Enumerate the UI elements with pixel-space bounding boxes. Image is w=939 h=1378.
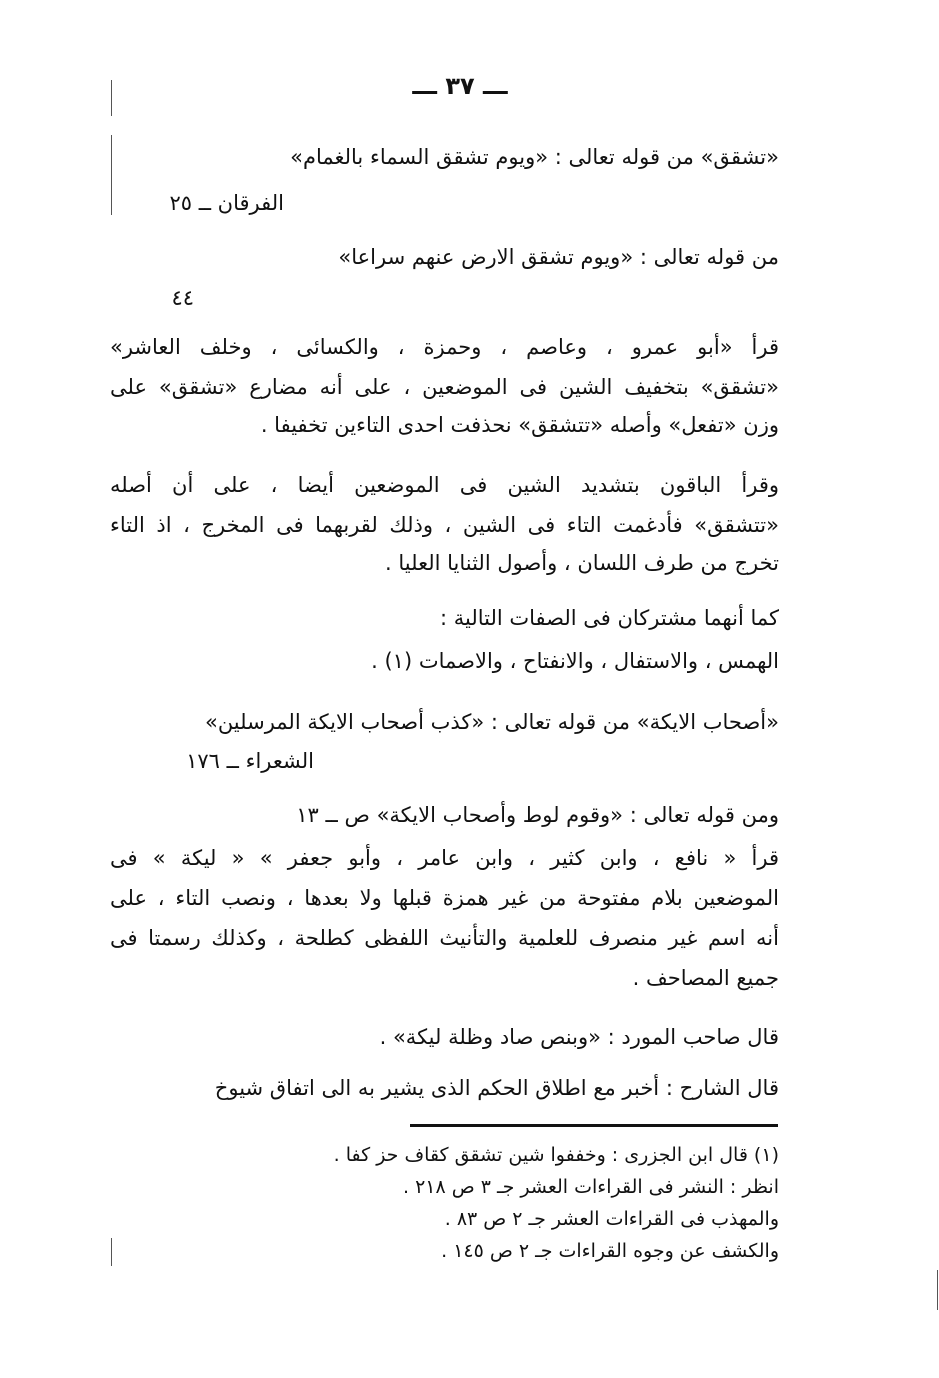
text-line: تخرج من طرف اللسان ، وأصول الثنايا العليا . [385, 551, 779, 575]
footnote-line: والمهذب فى القراءات العشر جـ ٢ ص ٨٣ . [444, 1208, 779, 1230]
scan-margin-mark [111, 135, 112, 215]
footnote-line: انظر : النشر فى القراءات العشر جـ ٣ ص ٢١٨ . [403, 1176, 779, 1198]
text-line: وزن «تفعل» وأصله «تتشقق» نحذفت احدى التاءين تخفيفا . [260, 413, 779, 437]
text-line: من قوله تعالى : «ويوم تشقق الارض عنهم سراعا» [338, 245, 779, 269]
scan-margin-mark [111, 80, 112, 116]
scan-margin-mark [111, 1238, 112, 1266]
text-line: كما أنهما مشتركان فى الصفات التالية : [439, 606, 779, 630]
text-line: «تشقق» من قوله تعالى : «ويوم تشقق السماء بالغمام» [290, 145, 779, 169]
text-line: قرأ «أبو عمرو ، وعاصم ، وحمزة ، والكسائى ، وخلف العاشر» [110, 335, 779, 359]
footnote-divider [410, 1124, 778, 1127]
text-line: قال الشارح : أخبر مع اطلاق الحكم الذى يشير به الى اتفاق شيوخ [214, 1076, 779, 1100]
text-line: ومن قوله تعالى : «وقوم لوط وأصحاب الايكة» ص ــ ١٣ [296, 803, 779, 827]
text-line: أنه اسم غير منصرف للعلمية والتأنيث اللفظى كطلحة ، وكذلك رسمتا فى [110, 926, 779, 950]
scan-margin-mark [937, 1270, 938, 1310]
footnote-line: (١) قال ابن الجزرى : وخففوا شين تشقق كقاف حز كفا . [333, 1144, 779, 1166]
text-line: قال صاحب المورد : «وبنص صاد وظلة ليكة» . [379, 1025, 779, 1049]
text-line: الهمس ، والاستفال ، والانفتاح ، والاصمات (١) . [371, 649, 779, 673]
text-line: «تتشقق» فأدغمت التاء فى الشين ، وذلك لقربهما فى المخرج ، اذ التاء [110, 513, 779, 537]
text-line: جميع المصاحف . [632, 966, 779, 990]
text-line: الموضعين بلام مفتوحة من غير همزة قبلها ولا بعدها ، ونصب التاء ، على [110, 886, 779, 910]
text-line: الفرقان ــ ٢٥ [169, 191, 284, 215]
text-line: وقرأ الباقون بتشديد الشين فى الموضعين أيضا ، على أن أصله [110, 473, 779, 497]
text-line: الشعراء ــ ١٧٦ [186, 749, 314, 773]
footnote-line: والكشف عن وجوه القراءات جـ ٢ ص ١٤٥ . [441, 1240, 779, 1262]
text-line: قرأ « نافع ، وابن كثير ، وابن عامر ، وأبو جعفر » « ليكة » فى [110, 846, 779, 870]
text-line: «تشقق» بتخفيف الشين فى الموضعين ، على أنه مضارع «تشقق» على [110, 375, 779, 399]
page-number: ـــ ٣٧ ـــ [412, 72, 508, 100]
text-line: ٤٤ [171, 286, 194, 310]
text-line: «أصحاب الايكة» من قوله تعالى : «كذب أصحاب الايكة المرسلين» [204, 710, 779, 734]
